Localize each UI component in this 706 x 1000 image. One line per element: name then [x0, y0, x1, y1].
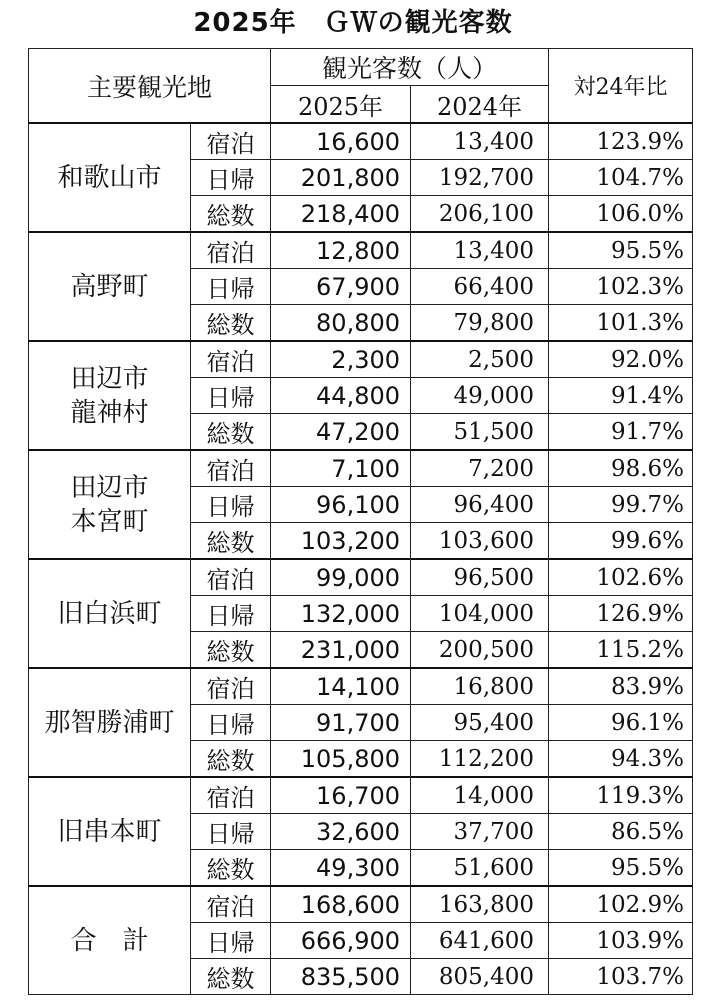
area-name-line: 旧白浜町 — [57, 598, 162, 629]
value-2025-cell: 67,900 — [271, 269, 411, 305]
area-name-line: 田辺市 — [70, 472, 149, 503]
visit-type-cell: 総数 — [191, 523, 271, 560]
value-2024-cell: 104,000 — [411, 596, 549, 632]
visit-type-cell: 宿泊 — [191, 341, 271, 378]
ratio-cell: 126.9% — [549, 596, 693, 632]
visit-type-cell: 日帰 — [191, 160, 271, 196]
ratio-cell: 91.4% — [549, 378, 693, 414]
value-2024-cell: 805,400 — [411, 959, 549, 995]
ratio-cell: 106.0% — [549, 196, 693, 233]
area-name-line: 本宮町 — [70, 506, 149, 537]
header-year-2025: 2025年 — [271, 86, 411, 124]
ratio-cell: 119.3% — [549, 777, 693, 814]
value-2025-cell: 218,400 — [271, 196, 411, 233]
area-name — [29, 450, 191, 559]
value-2025-cell: 96,100 — [271, 487, 411, 523]
value-2024-cell: 103,600 — [411, 523, 549, 560]
header-ratio: 対24年比 — [549, 49, 693, 124]
value-2025-cell: 168,600 — [271, 886, 411, 923]
table-row — [29, 123, 693, 160]
area-name — [29, 777, 191, 886]
value-2024-cell: 96,500 — [411, 559, 549, 596]
value-2025-cell: 201,800 — [271, 160, 411, 196]
value-2024-cell: 112,200 — [411, 741, 549, 778]
visit-type-cell: 総数 — [191, 850, 271, 887]
value-2024-cell: 2,500 — [411, 341, 549, 378]
value-2024-cell: 96,400 — [411, 487, 549, 523]
value-2025-cell: 105,800 — [271, 741, 411, 778]
area-name — [29, 232, 191, 341]
visit-type-cell: 総数 — [191, 196, 271, 233]
area-name — [29, 886, 191, 995]
visit-type-cell: 宿泊 — [191, 123, 271, 160]
header-visitors: 観光客数（人） — [271, 49, 549, 86]
value-2025-cell: 91,700 — [271, 705, 411, 741]
value-2025-cell: 2,300 — [271, 341, 411, 378]
value-2024-cell: 49,000 — [411, 378, 549, 414]
visit-type-cell: 日帰 — [191, 487, 271, 523]
page-title: 2025年 ＧＷの観光客数 — [193, 8, 513, 38]
ratio-cell: 92.0% — [549, 341, 693, 378]
visit-type-cell: 総数 — [191, 959, 271, 995]
ratio-cell: 95.5% — [549, 850, 693, 887]
visit-type-cell: 宿泊 — [191, 668, 271, 705]
value-2024-cell: 51,500 — [411, 414, 549, 451]
value-2024-cell: 37,700 — [411, 814, 549, 850]
value-2025-cell: 231,000 — [271, 632, 411, 669]
visit-type-cell: 総数 — [191, 632, 271, 669]
ratio-cell: 102.9% — [549, 886, 693, 923]
value-2024-cell: 206,100 — [411, 196, 549, 233]
table-row — [29, 668, 693, 705]
value-2024-cell: 16,800 — [411, 668, 549, 705]
area-name-line: 龍神村 — [70, 397, 149, 428]
visit-type-cell: 日帰 — [191, 814, 271, 850]
ratio-cell: 104.7% — [549, 160, 693, 196]
ratio-cell: 94.3% — [549, 741, 693, 778]
ratio-cell: 95.5% — [549, 232, 693, 269]
visit-type-cell: 宿泊 — [191, 777, 271, 814]
table-row — [29, 886, 693, 923]
header-year-2024: 2024年 — [411, 86, 549, 124]
table-row — [29, 232, 693, 269]
visit-type-cell: 宿泊 — [191, 450, 271, 487]
value-2024-cell: 95,400 — [411, 705, 549, 741]
value-2024-cell: 200,500 — [411, 632, 549, 669]
area-name — [29, 123, 191, 232]
ratio-cell: 83.9% — [549, 668, 693, 705]
ratio-cell: 101.3% — [549, 305, 693, 342]
ratio-cell: 103.7% — [549, 959, 693, 995]
value-2025-cell: 7,100 — [271, 450, 411, 487]
value-2025-cell: 32,600 — [271, 814, 411, 850]
value-2025-cell: 80,800 — [271, 305, 411, 342]
table-row — [29, 341, 693, 378]
value-2024-cell: 51,600 — [411, 850, 549, 887]
ratio-cell: 91.7% — [549, 414, 693, 451]
value-2025-cell: 47,200 — [271, 414, 411, 451]
value-2024-cell: 7,200 — [411, 450, 549, 487]
value-2024-cell: 641,600 — [411, 923, 549, 959]
ratio-cell: 98.6% — [549, 450, 693, 487]
ratio-cell: 123.9% — [549, 123, 693, 160]
value-2025-cell: 44,800 — [271, 378, 411, 414]
value-2025-cell: 12,800 — [271, 232, 411, 269]
visit-type-cell: 日帰 — [191, 269, 271, 305]
table-row — [29, 777, 693, 814]
area-name-line: 田辺市 — [70, 363, 149, 394]
value-2025-cell: 16,700 — [271, 777, 411, 814]
ratio-cell: 103.9% — [549, 923, 693, 959]
visit-type-cell: 日帰 — [191, 378, 271, 414]
table-row — [29, 450, 693, 487]
visitors-table — [28, 48, 693, 995]
value-2024-cell: 66,400 — [411, 269, 549, 305]
ratio-cell: 86.5% — [549, 814, 693, 850]
visit-type-cell: 日帰 — [191, 705, 271, 741]
visit-type-cell: 日帰 — [191, 923, 271, 959]
area-name-line: 高野町 — [70, 271, 149, 302]
visit-type-cell: 総数 — [191, 305, 271, 342]
value-2024-cell: 79,800 — [411, 305, 549, 342]
value-2025-cell: 132,000 — [271, 596, 411, 632]
value-2024-cell: 13,400 — [411, 232, 549, 269]
area-name-line: 和歌山市 — [57, 162, 162, 193]
area-name-line: 旧串本町 — [57, 816, 162, 847]
visit-type-cell: 日帰 — [191, 596, 271, 632]
ratio-cell: 115.2% — [549, 632, 693, 669]
visit-type-cell: 宿泊 — [191, 559, 271, 596]
table-body — [29, 123, 693, 995]
value-2024-cell: 192,700 — [411, 160, 549, 196]
value-2025-cell: 14,100 — [271, 668, 411, 705]
area-name-line: 那智勝浦町 — [44, 707, 175, 738]
ratio-cell: 102.6% — [549, 559, 693, 596]
value-2025-cell: 99,000 — [271, 559, 411, 596]
value-2024-cell: 163,800 — [411, 886, 549, 923]
header-area: 主要観光地 — [29, 49, 271, 124]
ratio-cell: 99.6% — [549, 523, 693, 560]
table-row — [29, 559, 693, 596]
value-2025-cell: 49,300 — [271, 850, 411, 887]
ratio-cell: 99.7% — [549, 487, 693, 523]
area-name — [29, 559, 191, 668]
area-name — [29, 341, 191, 450]
value-2025-cell: 103,200 — [271, 523, 411, 560]
area-name-line: 合 計 — [70, 925, 149, 956]
area-name — [29, 668, 191, 777]
visit-type-cell: 総数 — [191, 414, 271, 451]
value-2024-cell: 14,000 — [411, 777, 549, 814]
value-2025-cell: 16,600 — [271, 123, 411, 160]
ratio-cell: 96.1% — [549, 705, 693, 741]
visit-type-cell: 総数 — [191, 741, 271, 778]
value-2024-cell: 13,400 — [411, 123, 549, 160]
value-2025-cell: 835,500 — [271, 959, 411, 995]
visit-type-cell: 宿泊 — [191, 232, 271, 269]
value-2025-cell: 666,900 — [271, 923, 411, 959]
ratio-cell: 102.3% — [549, 269, 693, 305]
visit-type-cell: 宿泊 — [191, 886, 271, 923]
